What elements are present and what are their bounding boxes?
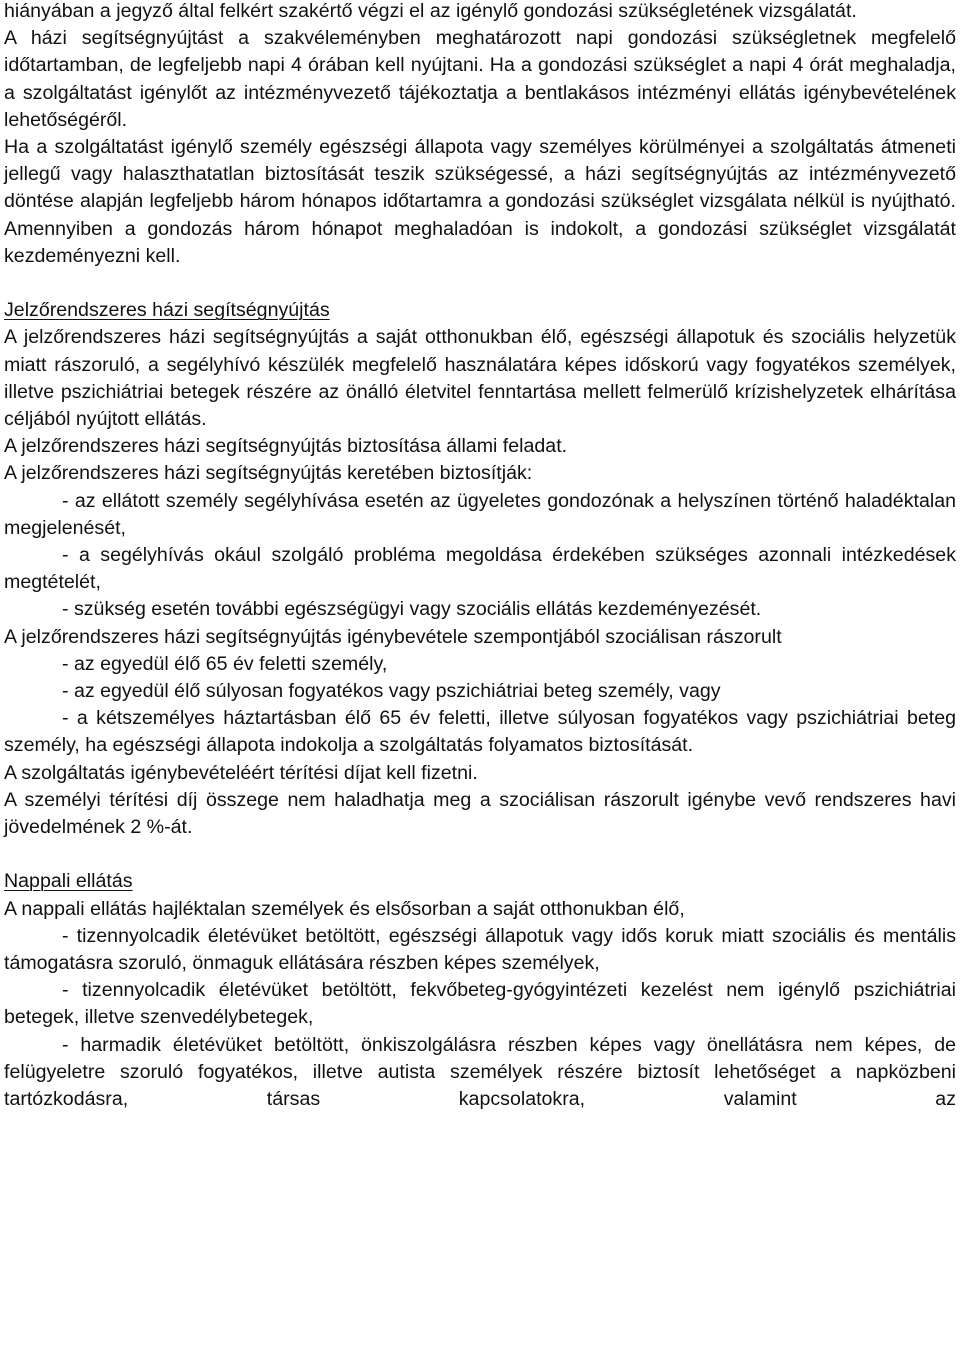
paragraph-nappali-bevezeto: A nappali ellátás hajléktalan személyek és elsősorban a saját otthonukban élő, xyxy=(4,897,685,920)
section-heading-nappali-ellatas: Nappali ellátás xyxy=(4,870,133,893)
paragraph-jelzo-raszorult: A jelzőrendszeres házi segítségnyújtás igénybevétele szempontjából szociálisan rászorult xyxy=(4,625,782,648)
list-item-nappali: - tizennyolcadik életévüket betöltött, fekvőbeteg-gyógyintézeti kezelést nem igénylő pszichiátriai betegek, illetve szenvedélybetegek, xyxy=(4,979,956,1029)
paragraph-szakerto-vizsgalat: hiányában a jegyző által felkért szakértő végzi el az igénylő gondozási szükségletének vizsgálatát. xyxy=(4,0,857,22)
list-item-jelzo-raszorult: - az egyedül élő 65 év feletti személy, xyxy=(62,652,388,675)
paragraph-gap xyxy=(4,270,956,297)
list-item-jelzo-biztositas: - a segélyhívás okául szolgáló probléma megoldása érdekében szükséges azonnali intézkedések megtételét, xyxy=(4,544,956,594)
paragraph-hazi-segitsegnyujtas-idotartam: A házi segítségnyújtást a szakvéleményben meghatározott napi gondozási szükségletnek megfelelő időtartamban, de legfeljebb napi 4 órában kell nyújtani. Ha a gondozási szükséglet a napi 4 órát meghaladja, a szolgáltatást igénylőt az intézményvezető tájékoztatja a bentlakásos intézményi ellátás igénybevételének lehetőségéről. xyxy=(4,27,956,131)
paragraph-jelzo-szemelyi-dij: A személyi térítési díj összege nem haladhatja meg a szociálisan rászorult igénybe vevő rendszeres havi jövedelmének 2 %-át. xyxy=(4,788,956,839)
list-item-jelzo-biztositas: - szükség esetén további egészségügyi vagy szociális ellátás kezdeményezését. xyxy=(62,598,762,621)
paragraph-jelzo-allami-feladat: A jelzőrendszeres házi segítségnyújtás biztosítása állami feladat. xyxy=(4,435,568,458)
document-page xyxy=(4,0,956,1113)
paragraph-atmeneti-ellatas: Ha a szolgáltatást igénylő személy egészségi állapota vagy személyes körülményei a szolgáltatás átmeneti jellegű vagy halaszthatatlan biztosítását teszik szükségessé, a házi segítségnyújtás az intézményvezető döntése alapján legfeljebb három hónapos időtartamra a gondozási szükséglet vizsgálata nélkül is nyújtható. Amennyiben a gondozás három hónapot meghaladóan is indokolt, a gondozási szükséglet vizsgálatát kezdeményezni kell. xyxy=(4,136,956,267)
list-item-nappali: - tizennyolcadik életévüket betöltött, egészségi állapotuk vagy idős koruk miatt szociális és mentális támogatásra szoruló, önmaguk ellátására részben képes személyek, xyxy=(4,924,956,975)
paragraph-jelzo-keretében: A jelzőrendszeres házi segítségnyújtás keretében biztosítják: xyxy=(4,462,533,485)
list-item-jelzo-raszorult: - az egyedül élő súlyosan fogyatékos vagy pszichiátriai beteg személy, vagy xyxy=(62,680,721,703)
paragraph-gap xyxy=(4,841,956,868)
paragraph-jelzo-definicio: A jelzőrendszeres házi segítségnyújtás a saját otthonukban élő, egészségi állapotuk és szociális helyzetük miatt rászoruló, a segélyhívó készülék megfelelő használatára képes időskorú vagy fogyatékos személyek, illetve pszichiátriai betegek részére az önálló életvitel fenntartása mellett felmerülő krízishelyzetek elhárítása céljából nyújtott ellátás. xyxy=(4,326,956,431)
paragraph-jelzo-teritesi-dij: A szolgáltatás igénybevételéért térítési díjat kell fizetni. xyxy=(4,761,478,784)
list-item-jelzo-biztositas: - az ellátott személy segélyhívása esetén az ügyeletes gondozónak a helyszínen történő haladéktalan megjelenését, xyxy=(4,489,956,539)
list-item-jelzo-raszorult: - a kétszemélyes háztartásban élő 65 év feletti, illetve súlyosan fogyatékos vagy pszichiátriai beteg személy, ha egészségi állapota indokolja a szolgáltatás folyamatos biztosítását. xyxy=(4,707,956,757)
list-item-nappali: - harmadik életévüket betöltött, önkiszolgálásra részben képes vagy önellátásra nem képes, de felügyeletre szoruló fogyatékos, illetve autista személyek részére biztosít lehetőséget a napközbeni tartózkodásra, társas kapcsolatokra, valamint az xyxy=(4,1033,956,1111)
section-heading-jelzorendszeres: Jelzőrendszeres házi segítségnyújtás xyxy=(4,299,330,322)
